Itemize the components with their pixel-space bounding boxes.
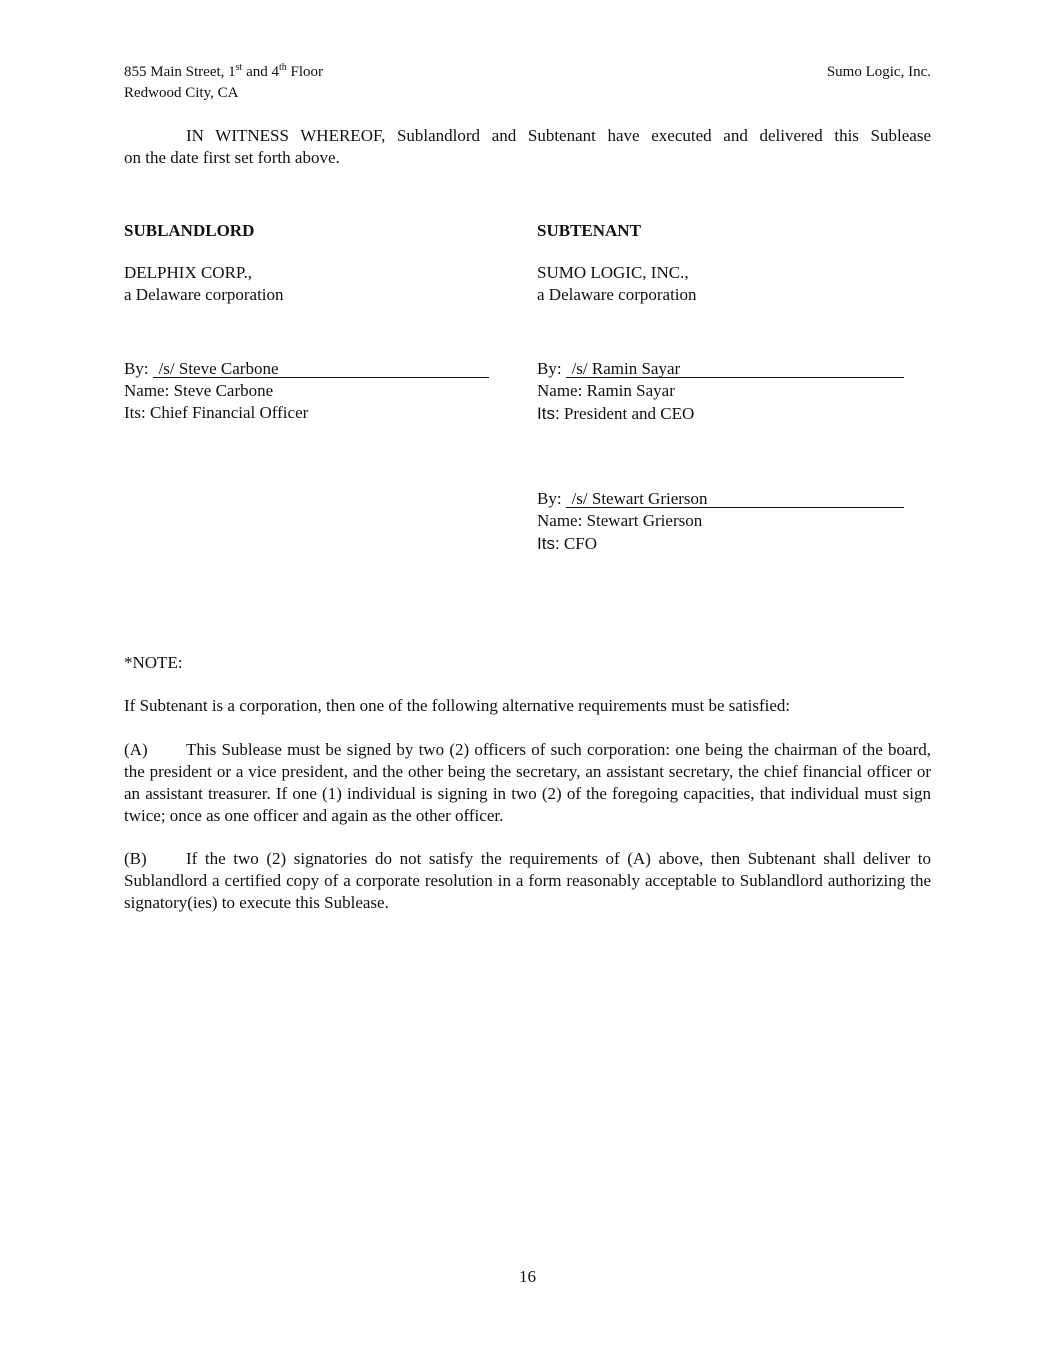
address-mid: and 4 bbox=[242, 64, 279, 80]
sublandlord-name-line: Name: Steve Carbone bbox=[124, 381, 274, 400]
signature-text: /s/ Steve Carbone bbox=[158, 359, 279, 378]
page-number: 16 bbox=[519, 1267, 536, 1286]
subtenant-entity-type: a Delaware corporation bbox=[537, 285, 697, 304]
subtenant-its-line-1 bbox=[537, 403, 694, 425]
note-item-b bbox=[124, 848, 931, 914]
address-prefix: 855 Main Street, 1 bbox=[124, 64, 236, 80]
item-b-text: If the two (2) signatories do not satisfy the requirements of (A) above, then Subtenant shall deliver to Sublandlord a certified copy of a corporate resolution in a form reasonably acceptable to Sublandlord authorizing the signatory(ies) to execute this Sublease. bbox=[124, 849, 931, 912]
header-city: Redwood City, CA bbox=[124, 85, 239, 101]
witness-line-2: on the date first set forth above. bbox=[124, 148, 340, 167]
signature-line bbox=[566, 360, 904, 378]
header-address bbox=[124, 62, 323, 82]
subtenant-signature-block-2 bbox=[537, 488, 904, 510]
by-label: By: bbox=[537, 489, 562, 508]
address-sup-2: th bbox=[279, 62, 287, 73]
its-label: Its: bbox=[537, 404, 560, 423]
note-title: *NOTE: bbox=[124, 653, 183, 672]
by-label: By: bbox=[537, 359, 562, 378]
sublandlord-entity: DELPHIX CORP., bbox=[124, 263, 252, 282]
address-suffix: Floor bbox=[286, 64, 324, 80]
its-label: Its: bbox=[537, 534, 560, 553]
subtenant-heading: SUBTENANT bbox=[537, 221, 641, 240]
header-company: Sumo Logic, Inc. bbox=[826, 64, 931, 80]
address-sup-1: st bbox=[235, 62, 243, 73]
signature-line bbox=[566, 490, 904, 508]
signature-text: /s/ Stewart Grierson bbox=[571, 489, 708, 508]
sublandlord-signature-block bbox=[124, 358, 489, 380]
item-b-label: (B) bbox=[124, 849, 147, 868]
witness-line-1: IN WITNESS WHEREOF, Sublandlord and Subtenant have executed and delivered this Sublease bbox=[186, 126, 931, 145]
note-intro: If Subtenant is a corporation, then one of the following alternative requirements must be satisfied: bbox=[124, 696, 791, 715]
subtenant-name-line-1: Name: Ramin Sayar bbox=[537, 381, 675, 400]
witness-clause bbox=[124, 125, 931, 169]
signature-line bbox=[153, 360, 489, 378]
sublandlord-entity-type: a Delaware corporation bbox=[124, 285, 284, 304]
its-value: Chief Financial Officer bbox=[149, 403, 309, 422]
signature-text: /s/ Ramin Sayar bbox=[571, 359, 681, 378]
sublandlord-its-line bbox=[124, 402, 308, 424]
its-value: President and CEO bbox=[563, 404, 695, 423]
sublandlord-heading: SUBLANDLORD bbox=[124, 221, 255, 240]
by-label: By: bbox=[124, 359, 149, 378]
item-a-text: This Sublease must be signed by two (2) officers of such corporation: one being the chairman of the board, the president or a vice president, and the other being the secretary, an assistant secretary, the chief financial officer or an assistant treasurer. If one (1) individual is signing in two (2) of the foregoing capacities, that individual must sign twice; once as one officer and again as the other officer. bbox=[124, 740, 931, 825]
subtenant-entity: SUMO LOGIC, INC., bbox=[537, 263, 689, 282]
subtenant-its-line-2 bbox=[537, 533, 597, 555]
item-a-label: (A) bbox=[124, 740, 148, 759]
subtenant-signature-block-1 bbox=[537, 358, 904, 380]
subtenant-name-line-2: Name: Stewart Grierson bbox=[537, 511, 703, 530]
its-value: CFO bbox=[563, 534, 597, 553]
its-label: Its: bbox=[124, 403, 146, 422]
note-item-a bbox=[124, 739, 931, 827]
